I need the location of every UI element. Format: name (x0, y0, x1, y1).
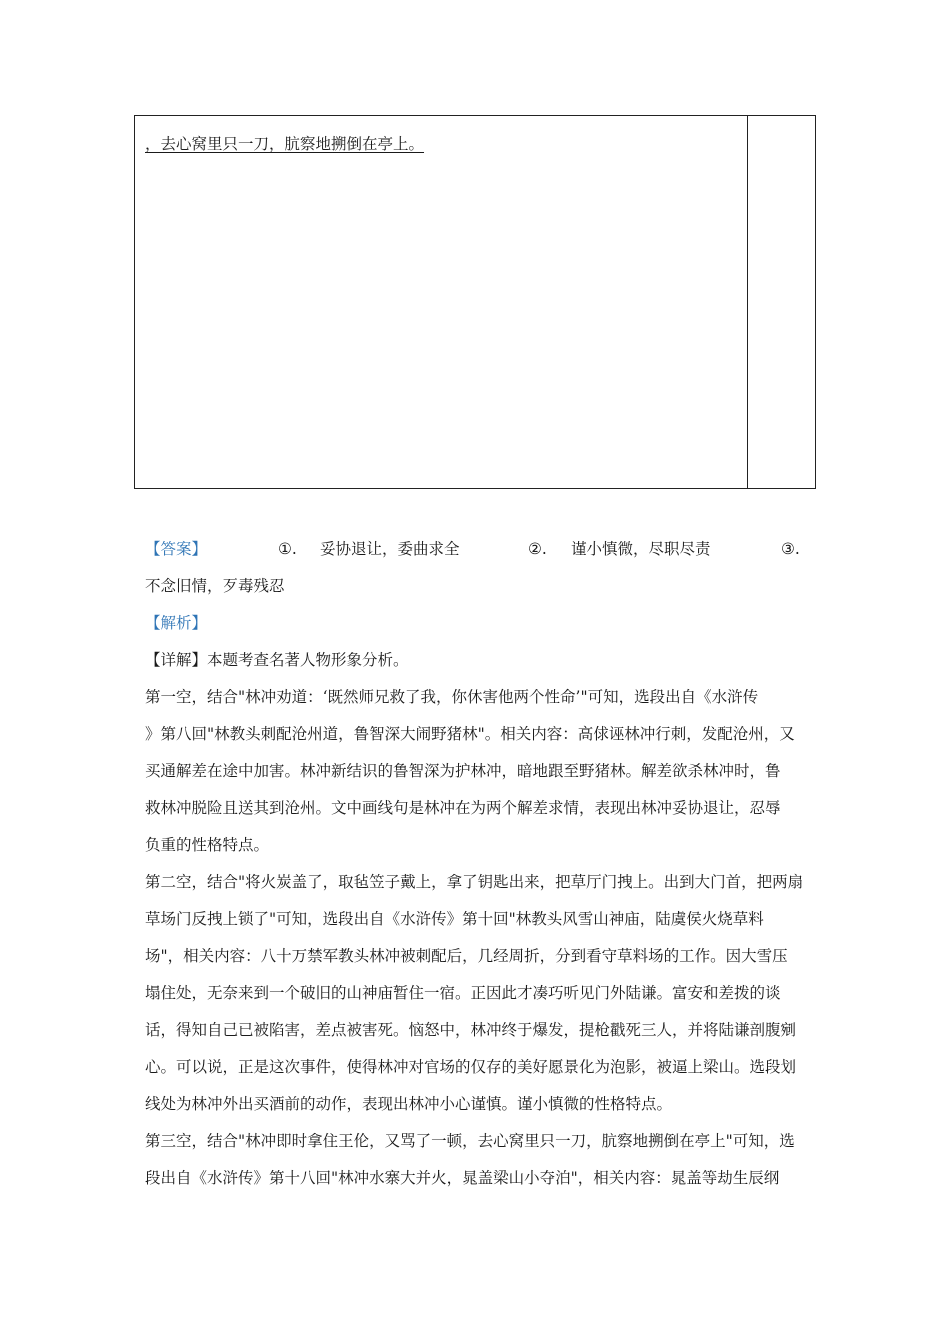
analysis-line: 【详解】本题考查名著人物形象分析。 (145, 651, 409, 669)
analysis-line: 第一空，结合"林冲劝道：‘既然师兄救了我，你休害他两个性命’"可知，选段出自《水浒传 (145, 688, 759, 706)
answer-label: 【答案】 (145, 540, 208, 558)
analysis-line: 话，得知自己已被陷害，差点被害死。恼怒中，林冲终于爆发，提枪戳死三人，并将陆谦剖腹剜 (145, 1021, 797, 1039)
analysis-line: 第二空，结合"将火炭盖了，取毡笠子戴上，拿了钥匙出来，把草厅门拽上。出到大门首，把两扇 (145, 873, 804, 891)
analysis-line: 买通解差在途中加害。林冲新结识的鲁智深为护林冲，暗地跟至野猪林。解差欲杀林冲时，鲁 (145, 762, 781, 780)
answer-explanation (145, 531, 813, 1197)
answer-item-3-number: ③. (781, 540, 800, 558)
analysis-line: 》第八回"林教头刺配沧州道，鲁智深大闹野猪林"。相关内容：高俅诬林冲行刺，发配沧州，又 (145, 725, 795, 743)
analysis-line: 场"，相关内容：八十万禁军教头林冲被刺配后，几经周折，分到看守草料场的工作。因大雪压 (145, 947, 788, 965)
table-cell-text: ，去心窝里只一刀，肮察地搠倒在亭上。 (145, 135, 425, 153)
table-column-divider (747, 116, 748, 488)
analysis-line: 第三空，结合"林冲即时拿住王伦，又骂了一顿，去心窝里只一刀，肮察地搠倒在亭上"可知，选 (145, 1132, 795, 1150)
analysis-line: 线处为林冲外出买酒前的动作，表现出林冲小心谨慎。谨小慎微的性格特点。 (145, 1095, 673, 1113)
answer-item-2-text: 谨小慎微，尽职尽责 (571, 540, 711, 558)
analysis-line: 救林冲脱险且送其到沧州。文中画线句是林冲在为两个解差求情，表现出林冲妥协退让，忍辱 (145, 799, 781, 817)
analysis-line: 段出自《水浒传》第十八回"林冲水寨大并火，晁盖梁山小夺泊"，相关内容：晁盖等劫生辰纲 (145, 1169, 780, 1187)
analysis-line: 心。可以说，正是这次事件，使得林冲对官场的仅存的美好愿景化为泡影，被逼上梁山。选段划 (145, 1058, 797, 1076)
analysis-line: 草场门反拽上锁了"可知，选段出自《水浒传》第十回"林教头风雪山神庙，陆虞侯火烧草料 (145, 910, 764, 928)
answer-item-1-text: 妥协退让，委曲求全 (320, 540, 460, 558)
answer-item-2-number: ②. (528, 540, 547, 558)
analysis-line: 塌住处，无奈来到一个破旧的山神庙暂住一宿。正因此才凑巧听见门外陆谦。富安和差拨的谈 (145, 984, 781, 1002)
answer-item-3-text: 不念旧情，歹毒残忍 (145, 577, 285, 595)
analysis-label: 【解析】 (145, 614, 208, 632)
answer-item-1-number: ①. (278, 540, 297, 558)
answer-table (134, 115, 816, 489)
analysis-line: 负重的性格特点。 (145, 836, 270, 854)
answer-row (145, 531, 813, 568)
